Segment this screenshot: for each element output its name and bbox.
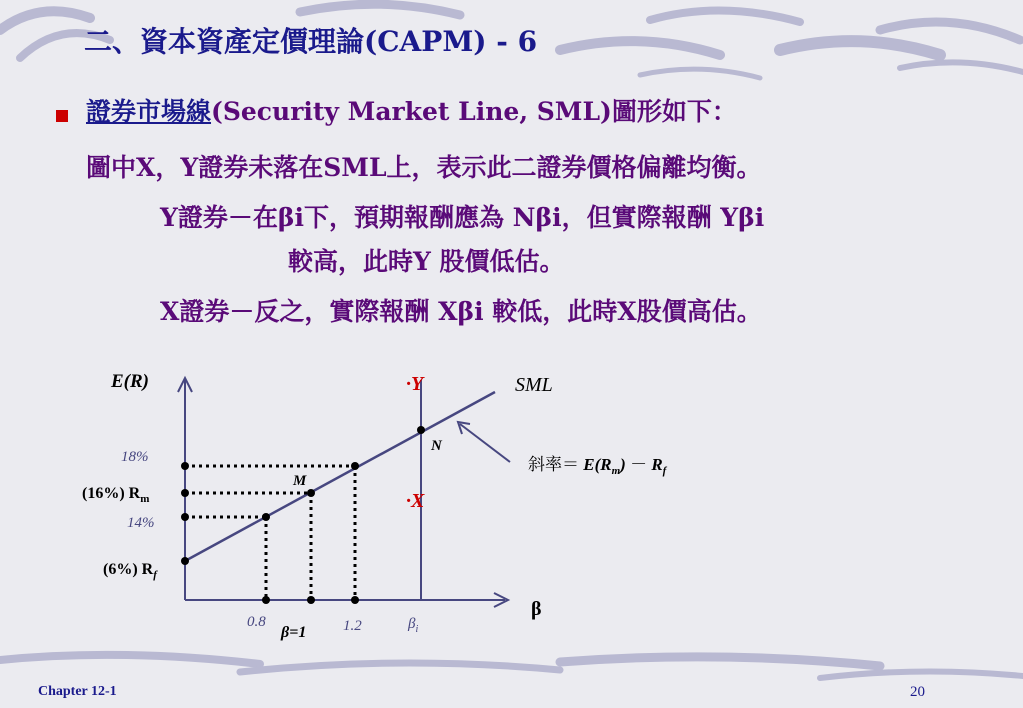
- dot-m: [307, 489, 315, 497]
- footer-chapter: Chapter 12-1: [38, 684, 117, 699]
- line-3: Y證券－在βi下，預期報酬應為 Nβi，但實際報酬 Yβi: [160, 203, 765, 232]
- y-tick-rf: (6%) $R_f$: [103, 561, 157, 581]
- footer-page-number: 20: [910, 684, 925, 700]
- y-tick-rm: (16%) $R_m$: [82, 485, 150, 505]
- label-x: ·X: [406, 490, 425, 512]
- sml-label: SML: [515, 374, 553, 396]
- line-2: 圖中X，Y證券未落在SML上，表示此二證券價格偏離均衡。: [86, 153, 762, 182]
- dot-y-18: [181, 462, 189, 470]
- label-n: N: [431, 438, 442, 454]
- y-tick-14: 14%: [127, 515, 155, 531]
- dot-sml-08: [262, 513, 270, 521]
- dot-x-1: [307, 596, 315, 604]
- dot-y-14: [181, 513, 189, 521]
- y-tick-18: 18%: [121, 449, 149, 465]
- slope-arrow-line: [460, 424, 510, 462]
- dot-n: [417, 426, 425, 434]
- slide-title: 二、資本資產定價理論(CAPM) - 6: [84, 25, 538, 58]
- x-axis-label: β: [531, 598, 542, 620]
- x-tick-1: β=1: [281, 624, 307, 641]
- x-tick-08: 0.8: [247, 614, 266, 630]
- y-axis-label: E(R): [111, 371, 149, 392]
- line-4: 較高，此時Y 股價低估。: [288, 247, 565, 276]
- line1-rest: (Security Market Line, SML)圖形如下：: [211, 97, 737, 126]
- line-5: X證券－反之，實際報酬 Xβi 較低，此時X股價高估。: [160, 297, 762, 326]
- dot-x-08: [262, 596, 270, 604]
- label-m: M: [293, 473, 307, 489]
- dot-sml-12: [351, 462, 359, 470]
- sml-line: [185, 392, 495, 561]
- x-tick-bi: $\beta_i$: [408, 616, 419, 635]
- dot-x-12: [351, 596, 359, 604]
- slope-label: 斜率＝ $E(R_m) - R_f$: [528, 455, 667, 477]
- x-tick-12: 1.2: [343, 618, 362, 634]
- dot-y-16: [181, 489, 189, 497]
- label-y: ·Y: [406, 373, 424, 395]
- sml-link[interactable]: 證券市場線: [86, 97, 212, 126]
- dot-y-6: [181, 557, 189, 565]
